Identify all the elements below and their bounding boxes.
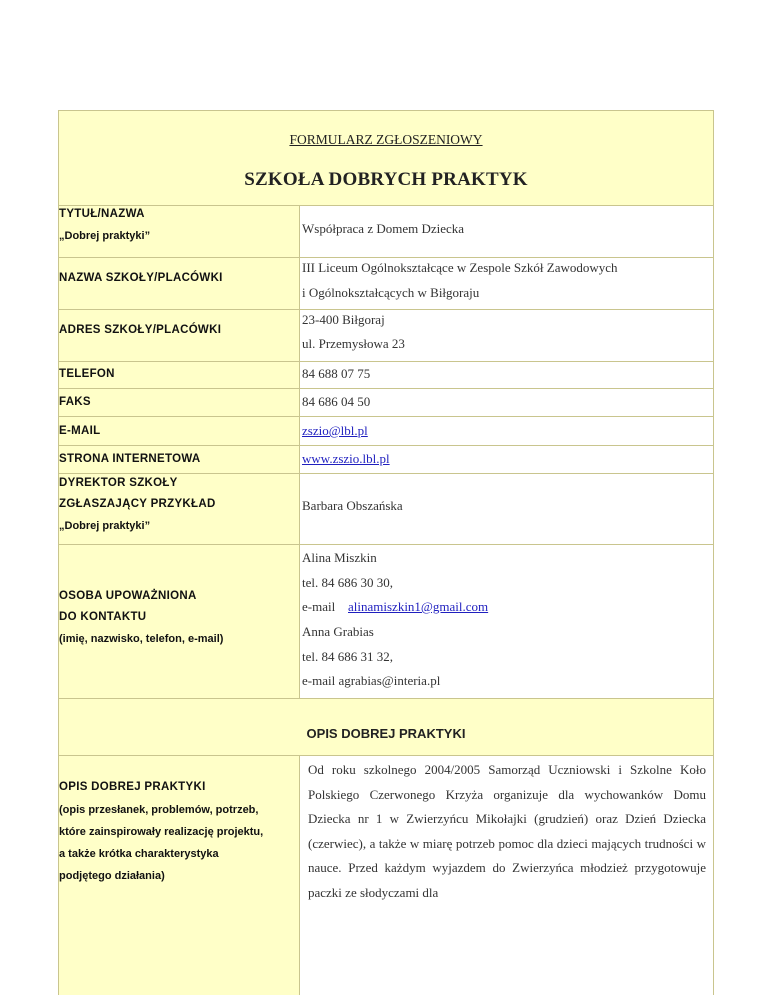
description-sub-line4: podjętego działania) xyxy=(59,870,165,882)
row-phone-value: 84 688 07 75 xyxy=(302,366,371,381)
description-sub-line2: które zainspirowały realizację projektu, xyxy=(59,826,264,838)
row-address-label: ADRES SZKOŁY/PLACÓWKI xyxy=(59,324,222,336)
row-director-label-line2: ZGŁASZAJĄCY PRZYKŁAD xyxy=(59,498,216,510)
row-website-label: STRONA INTERNETOWA xyxy=(59,453,201,465)
row-fax-label-cell xyxy=(59,389,300,416)
row-director xyxy=(59,474,713,545)
row-contact xyxy=(59,545,713,699)
application-form xyxy=(58,110,714,995)
row-director-label-cell xyxy=(59,474,300,544)
row-email-label-cell xyxy=(59,417,300,445)
email-link[interactable]: zszio@lbl.pl xyxy=(302,423,368,438)
row-school-name xyxy=(59,258,713,310)
row-address-value-line1: 23-400 Biłgoraj xyxy=(302,312,385,327)
row-phone xyxy=(59,362,713,389)
row-website-label-cell xyxy=(59,446,300,473)
row-title-value-cell xyxy=(300,206,713,257)
row-title-label: TYTUŁ/NAZWA xyxy=(59,208,145,220)
row-email xyxy=(59,417,713,446)
row-website xyxy=(59,446,713,474)
row-school-name-label-cell xyxy=(59,258,300,309)
row-contact-value-cell xyxy=(300,545,713,698)
form-title: SZKOŁA DOBRYCH PRAKTYK xyxy=(244,169,528,190)
row-title-label-cell xyxy=(59,206,300,257)
contact-person1-email-prefix: e-mail xyxy=(302,599,336,614)
row-address xyxy=(59,310,713,362)
row-title-sublabel: „Dobrej praktyki” xyxy=(59,230,151,242)
contact-person1-email-link[interactable]: alinamiszkin1@gmail.com xyxy=(348,599,489,614)
row-fax xyxy=(59,389,713,417)
row-contact-label-line2: DO KONTAKTU xyxy=(59,611,147,623)
row-phone-label-cell xyxy=(59,362,300,388)
section-header xyxy=(59,699,713,756)
description-label: OPIS DOBREJ PRAKTYKI xyxy=(59,781,206,793)
form-header xyxy=(59,111,713,206)
contact-person2-email: e-mail agrabias@interia.pl xyxy=(302,673,441,688)
row-website-value-cell xyxy=(300,446,713,473)
row-email-label: E-MAIL xyxy=(59,425,101,437)
contact-person1-name: Alina Miszkin xyxy=(302,550,377,565)
row-fax-value: 84 686 04 50 xyxy=(302,394,371,409)
row-contact-sublabel: (imię, nazwisko, telefon, e-mail) xyxy=(59,633,224,645)
form-label: FORMULARZ ZGŁOSZENIOWY xyxy=(289,132,483,147)
row-director-value: Barbara Obszańska xyxy=(302,498,403,513)
row-email-value-cell xyxy=(300,417,713,445)
row-address-value-line2: ul. Przemysłowa 23 xyxy=(302,336,405,351)
row-director-label-line1: DYREKTOR SZKOŁY xyxy=(59,477,178,489)
row-school-name-label: NAZWA SZKOŁY/PLACÓWKI xyxy=(59,272,223,284)
description-text: Od roku szkolnego 2004/2005 Samorząd Uczniowski i Szkolne Koło Polskiego Czerwonego Krzyża organizuje dla wychowanków Domu Dziecka nr 1 w Zwierzyńcu Mikołajki (grudzień) oraz Dzień Dziecka (czerwiec), a także w miarę potrzeb pomoc dla dzieci mających trudności w nauce. Przed każdym wyjazdem do Zwierzyńca młodzież przygotowuje paczki ze słodyczami dla xyxy=(308,762,706,900)
row-fax-value-cell xyxy=(300,389,713,416)
contact-person2-phone: tel. 84 686 31 32, xyxy=(302,649,393,664)
description-sub-line1: (opis przesłanek, problemów, potrzeb, xyxy=(59,804,259,816)
row-director-sublabel: „Dobrej praktyki” xyxy=(59,520,151,532)
contact-person2-name: Anna Grabias xyxy=(302,624,374,639)
row-description xyxy=(59,756,713,995)
website-link[interactable]: www.zszio.lbl.pl xyxy=(302,451,390,466)
row-fax-label: FAKS xyxy=(59,396,91,408)
contact-person1-phone: tel. 84 686 30 30, xyxy=(302,575,393,590)
row-school-name-value-cell xyxy=(300,258,713,309)
description-sub-line3: a także krótka charakterystyka xyxy=(59,848,219,860)
row-phone-value-cell xyxy=(300,362,713,388)
row-phone-label: TELEFON xyxy=(59,368,115,380)
row-director-value-cell xyxy=(300,474,713,544)
section-title: OPIS DOBREJ PRAKTYKI xyxy=(306,726,466,741)
row-description-value-cell xyxy=(300,756,713,995)
row-school-name-value-line2: i Ogólnokształcących w Biłgoraju xyxy=(302,285,480,300)
row-description-label-cell xyxy=(59,756,300,995)
row-title xyxy=(59,206,713,258)
row-contact-label-cell xyxy=(59,545,300,698)
row-title-value: Współpraca z Domem Dziecka xyxy=(302,221,465,236)
row-contact-label-line1: OSOBA UPOWAŻNIONA xyxy=(59,590,197,602)
row-address-value-cell xyxy=(300,310,713,361)
row-school-name-value-line1: III Liceum Ogólnokształcące w Zespole Szkół Zawodowych xyxy=(302,260,618,275)
row-address-label-cell xyxy=(59,310,300,361)
